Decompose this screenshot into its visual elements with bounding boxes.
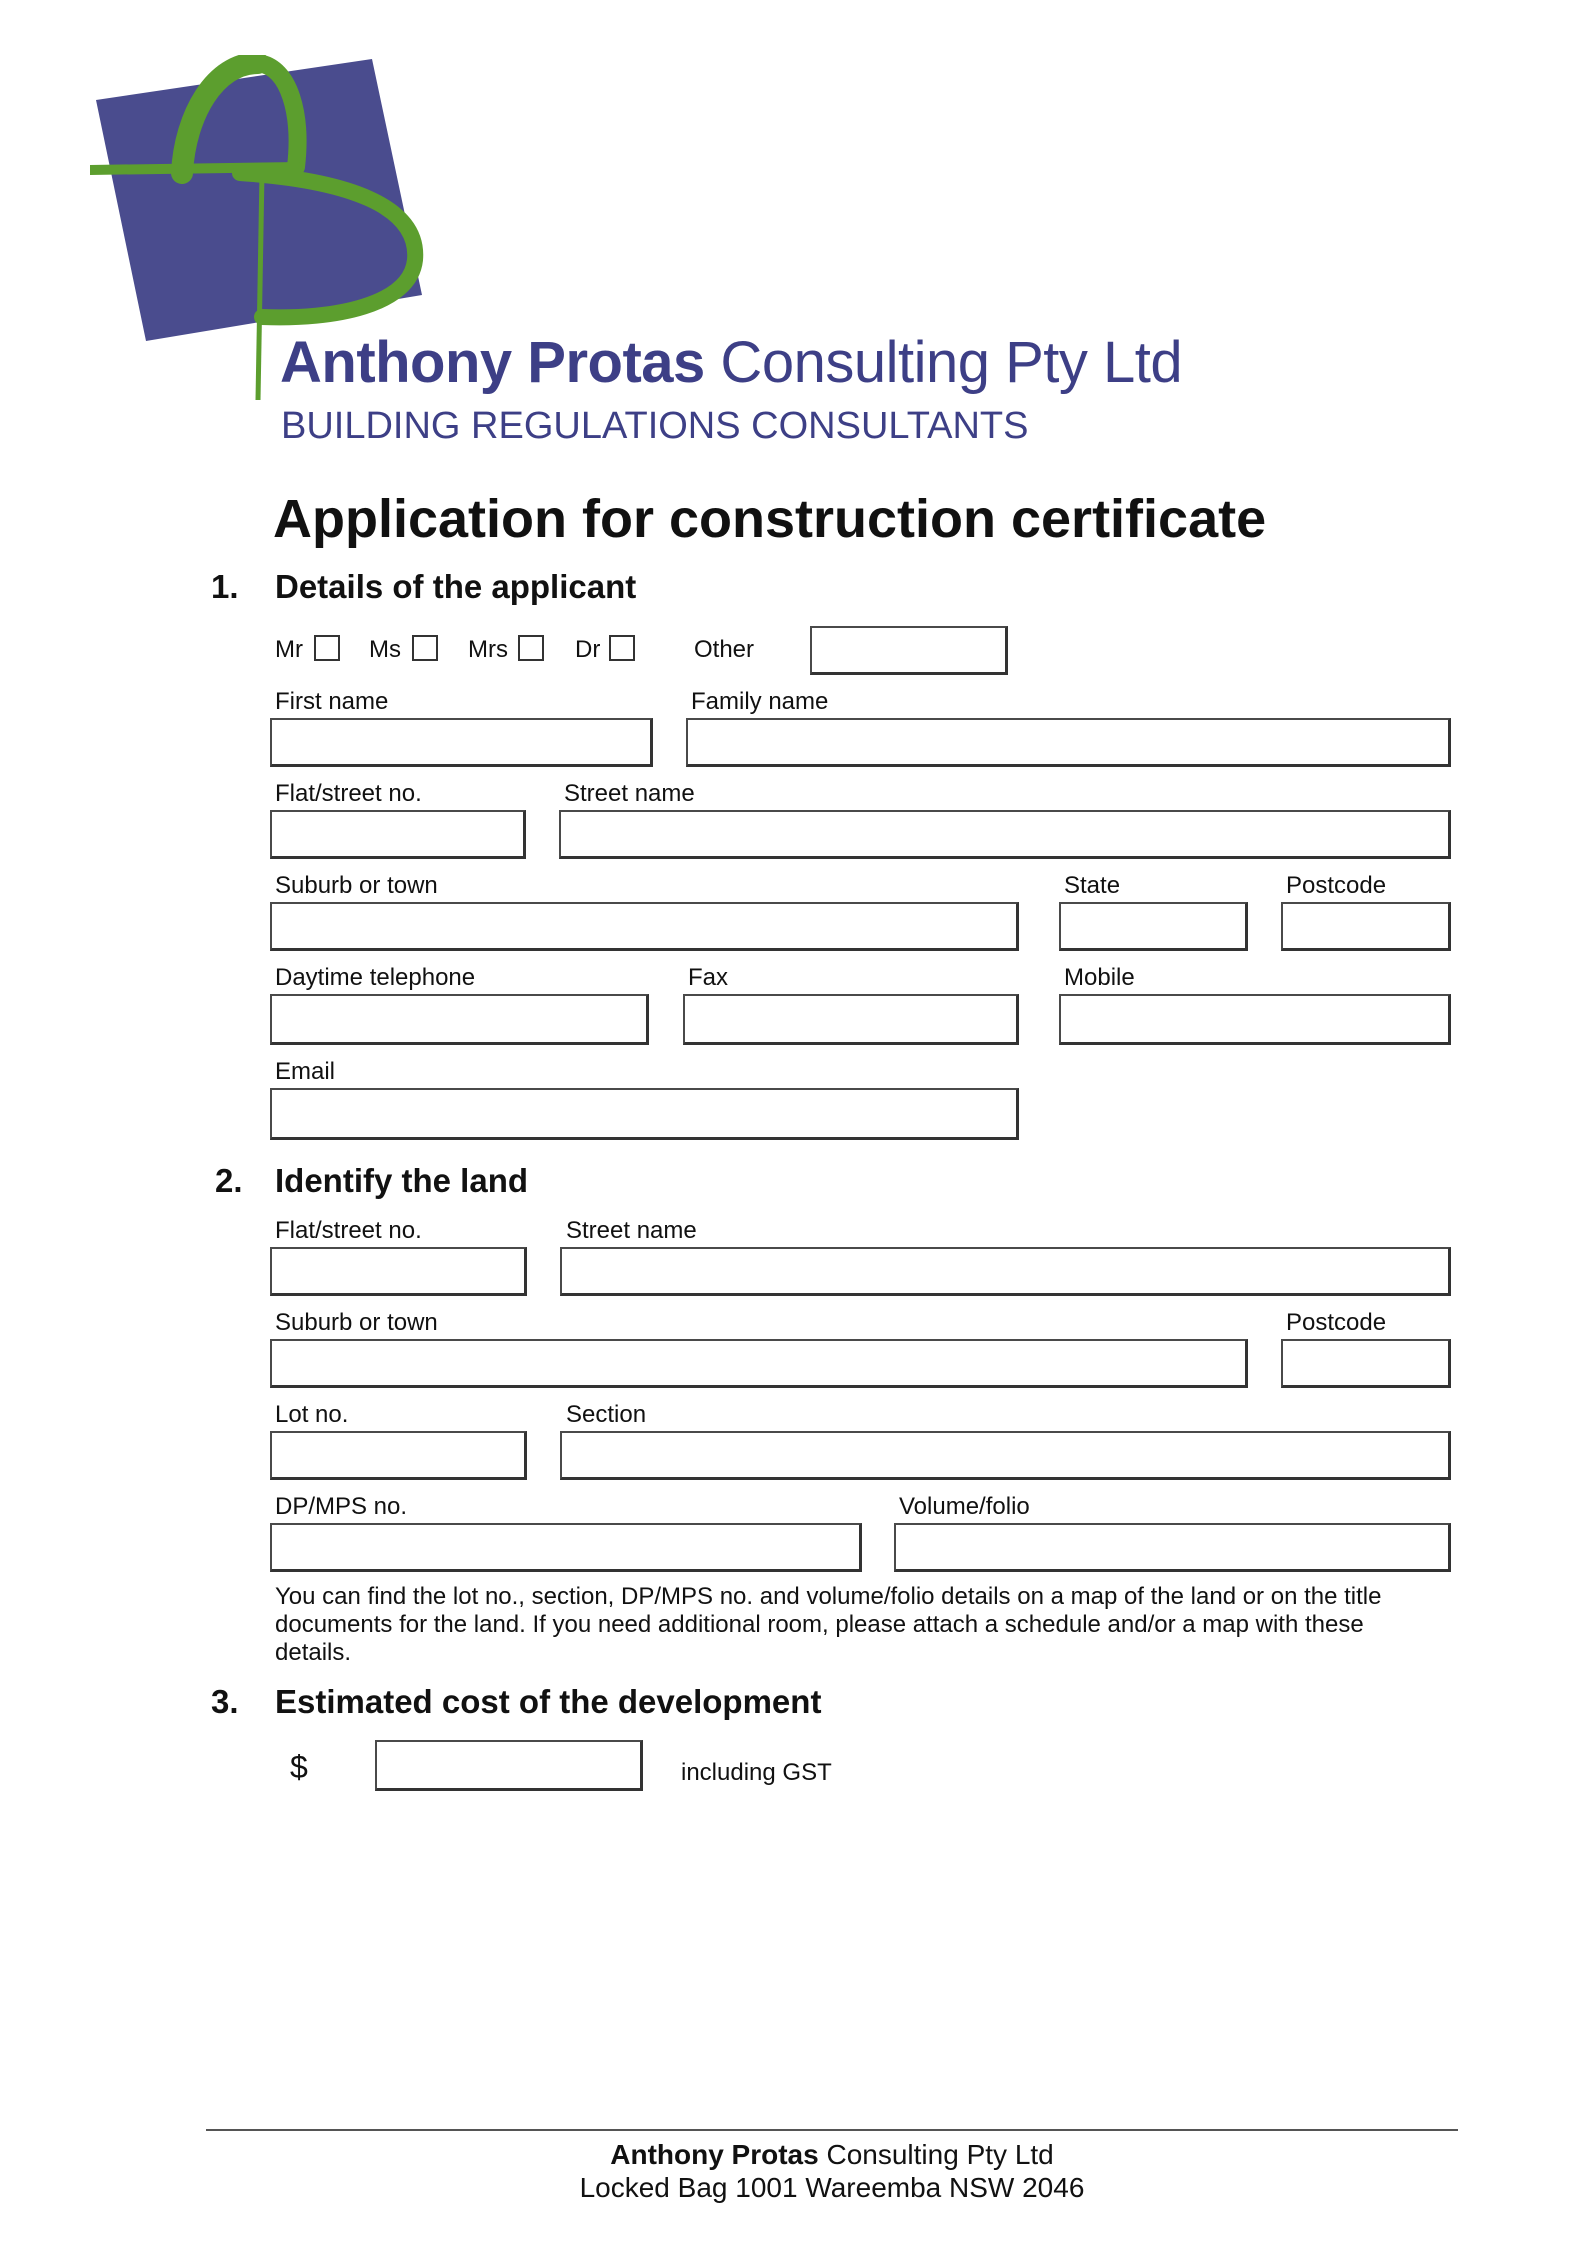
mobile-field[interactable]	[1059, 994, 1451, 1045]
land-postcode-label: Postcode	[1286, 1309, 1387, 1336]
dp-mps-field[interactable]	[270, 1523, 862, 1572]
section-2-title: Identify the land	[275, 1162, 529, 1199]
volume-folio-field[interactable]	[894, 1523, 1451, 1572]
land-street-name-field[interactable]	[560, 1247, 1451, 1296]
flat-street-no-label: Flat/street no.	[275, 780, 422, 807]
title-ms-label: Ms	[369, 636, 401, 663]
section-label: Section	[566, 1401, 647, 1428]
section-field[interactable]	[560, 1431, 1451, 1480]
estimated-cost-field[interactable]	[375, 1740, 643, 1791]
footer-address: Locked Bag 1001 Wareemba NSW 2046	[579, 2172, 1085, 2203]
land-postcode-field[interactable]	[1281, 1339, 1451, 1388]
land-suburb-field[interactable]	[270, 1339, 1248, 1388]
daytime-phone-field[interactable]	[270, 994, 649, 1045]
section-3-title: Estimated cost of the development	[275, 1683, 822, 1720]
title-dr-label: Dr	[575, 636, 601, 663]
suburb-field[interactable]	[270, 902, 1019, 951]
family-name-label: Family name	[691, 688, 829, 715]
company-name: Anthony Protas Consulting Pty Ltd	[280, 330, 1183, 395]
land-flat-street-no-label: Flat/street no.	[275, 1217, 422, 1244]
land-details-note: You can find the lot no., section, DP/MPS no. and volume/folio details on a map of the land or on the title documents for the land. If you need additional room, please attach a schedule and/or a map with these details.	[275, 1583, 1382, 1666]
first-name-field[interactable]	[270, 718, 653, 767]
currency-symbol: $	[290, 1749, 308, 1785]
family-name-field[interactable]	[686, 718, 1451, 767]
section-1-title: Details of the applicant	[275, 568, 637, 605]
first-name-label: First name	[275, 688, 389, 715]
title-mr-checkbox[interactable]	[314, 635, 340, 661]
mobile-label: Mobile	[1064, 964, 1135, 991]
email-label: Email	[275, 1058, 336, 1085]
section-2-number: 2.	[215, 1162, 243, 1199]
land-street-name-label: Street name	[566, 1217, 697, 1244]
daytime-phone-label: Daytime telephone	[275, 964, 476, 991]
volume-folio-label: Volume/folio	[899, 1493, 1030, 1520]
form-title: Application for construction certificate	[273, 489, 1267, 549]
company-tagline: BUILDING REGULATIONS CONSULTANTS	[281, 405, 1029, 447]
title-other-field[interactable]	[810, 626, 1008, 675]
land-suburb-label: Suburb or town	[275, 1309, 438, 1336]
state-field[interactable]	[1059, 902, 1248, 951]
state-label: State	[1064, 872, 1121, 899]
lot-no-label: Lot no.	[275, 1401, 349, 1428]
title-other-label: Other	[694, 636, 755, 663]
flat-street-no-field[interactable]	[270, 810, 526, 859]
email-field[interactable]	[270, 1088, 1019, 1140]
street-name-field[interactable]	[559, 810, 1451, 859]
section-1-number: 1.	[211, 568, 239, 605]
fax-label: Fax	[688, 964, 729, 991]
title-dr-checkbox[interactable]	[609, 635, 635, 661]
postcode-label: Postcode	[1286, 872, 1387, 899]
title-mr-label: Mr	[275, 636, 303, 663]
section-3-number: 3.	[211, 1683, 239, 1720]
postcode-field[interactable]	[1281, 902, 1451, 951]
suburb-label: Suburb or town	[275, 872, 438, 899]
street-name-label: Street name	[564, 780, 695, 807]
title-mrs-label: Mrs	[468, 636, 508, 663]
title-mrs-checkbox[interactable]	[518, 635, 544, 661]
land-flat-street-no-field[interactable]	[270, 1247, 527, 1296]
lot-no-field[interactable]	[270, 1431, 527, 1480]
including-gst-label: including GST	[681, 1759, 832, 1786]
footer-divider	[206, 2129, 1458, 2131]
title-ms-checkbox[interactable]	[412, 635, 438, 661]
fax-field[interactable]	[683, 994, 1019, 1045]
dp-mps-label: DP/MPS no.	[275, 1493, 408, 1520]
footer-company-name: Anthony Protas Consulting Pty Ltd	[610, 2139, 1054, 2170]
